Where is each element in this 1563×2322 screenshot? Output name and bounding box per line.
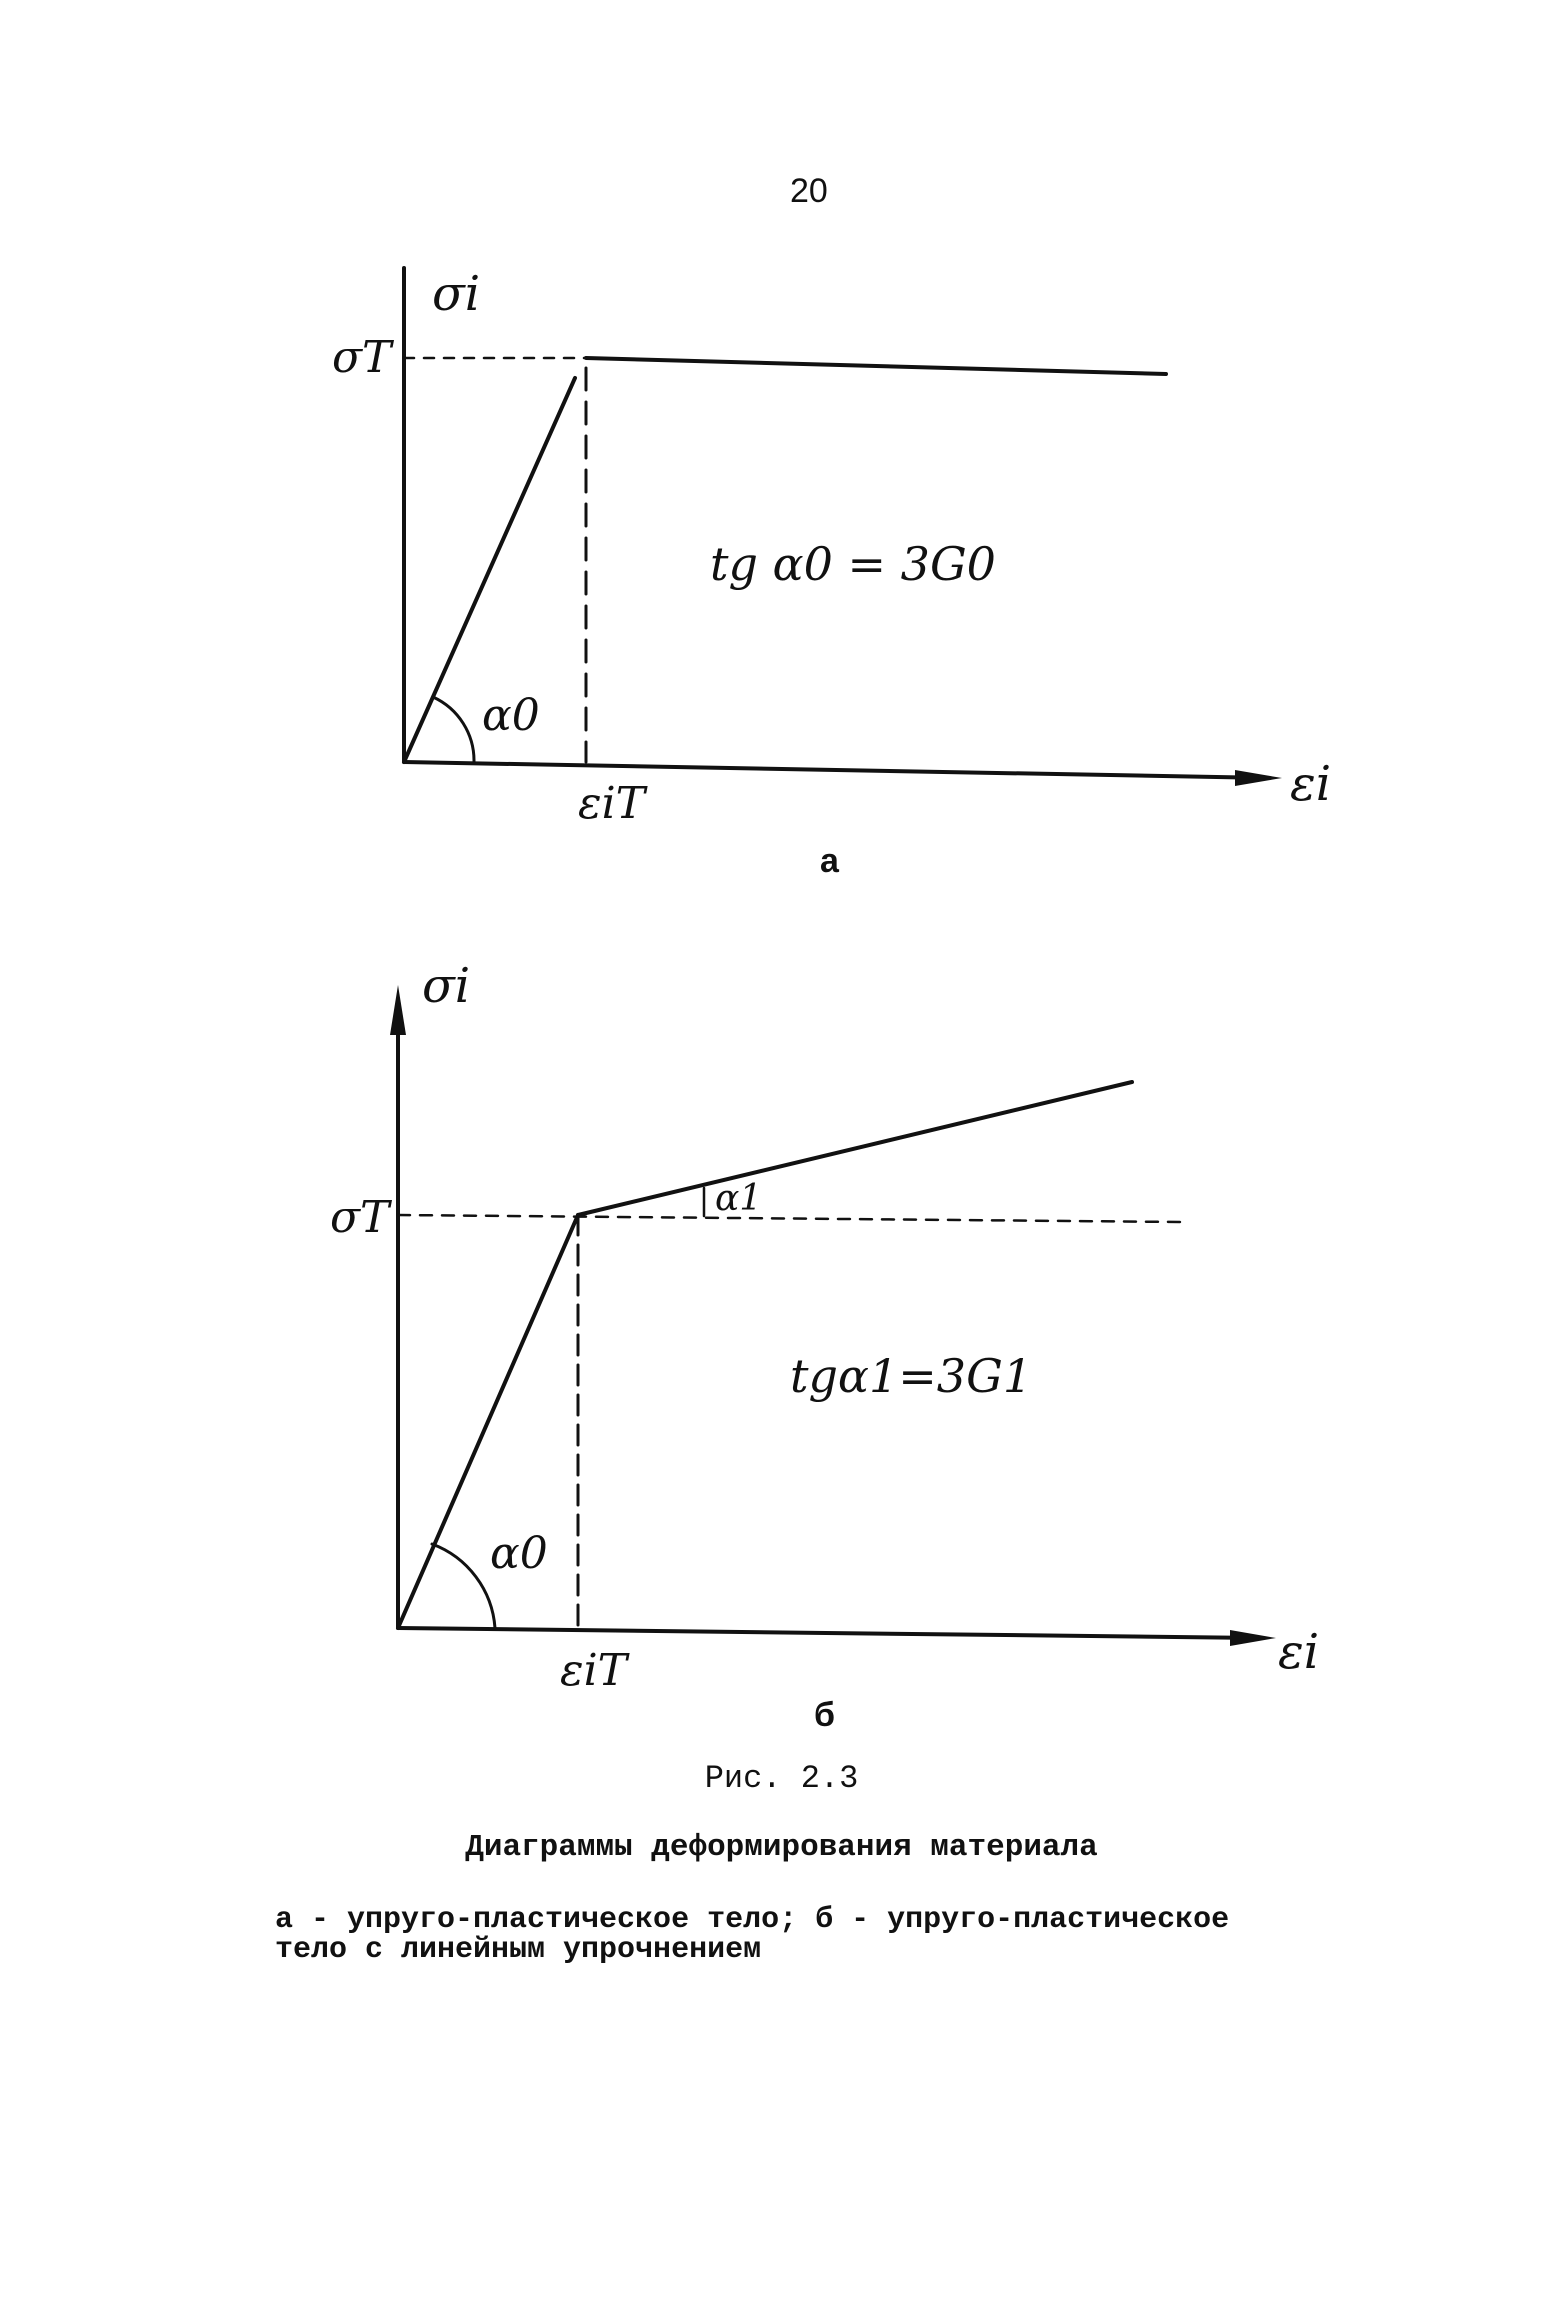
diagram-a-panel-label: а — [820, 842, 839, 880]
diagram-b-x-axis-label: εi — [1278, 1624, 1320, 1680]
diagram-b-x-arrow — [1230, 1630, 1276, 1646]
figure-title: Диаграммы деформирования материала — [465, 1830, 1098, 1865]
figure-description-line-1: а - упруго-пластическое тело; б - упруго-пластическое — [275, 1903, 1230, 1937]
diagram-b-angle-arc — [432, 1544, 495, 1628]
diagram-a-x-level-label: εiT — [578, 778, 646, 829]
diagram-b-hardening-line — [578, 1082, 1132, 1215]
diagram-b-x-axis — [398, 1628, 1260, 1638]
diagram-a-angle-label: α0 — [482, 690, 540, 741]
diagram-a-plastic-line — [586, 358, 1166, 374]
diagram-a-y-level-label: σT — [332, 332, 392, 383]
diagram-b-elastic-line — [398, 1215, 578, 1628]
diagram-b-formula: tgα1=3G1 — [790, 1349, 1033, 1403]
page-number: 20 — [790, 172, 828, 210]
diagram-b-y-arrow — [390, 985, 406, 1035]
diagram-a-x-axis — [404, 762, 1270, 778]
figure-description — [275, 1905, 1325, 1965]
diagram-a-y-axis-label: σi — [432, 266, 481, 322]
diagram-b-x-level-label: εiT — [560, 1645, 628, 1696]
diagram-b-yield-guide — [398, 1215, 1180, 1222]
diagram-b-y-axis-label: σi — [422, 958, 471, 1014]
diagram-b-panel-label: б — [814, 1696, 836, 1734]
diagram-a-x-axis-label: εi — [1290, 756, 1332, 812]
diagram-b-y-level-label: σT — [330, 1192, 390, 1243]
diagram-b-angle-label: α0 — [490, 1528, 548, 1579]
diagram-a-x-arrow — [1235, 770, 1282, 786]
diagram-b-hardening-angle-label: α1 — [715, 1178, 763, 1219]
figure-description-line-2: тело с линейным упрочнением — [275, 1933, 762, 1967]
figure-number: Рис. 2.3 — [704, 1760, 859, 1797]
diagram-a-formula: tg α0 = 3G0 — [710, 537, 996, 591]
diagram-a-angle-arc — [433, 697, 474, 762]
